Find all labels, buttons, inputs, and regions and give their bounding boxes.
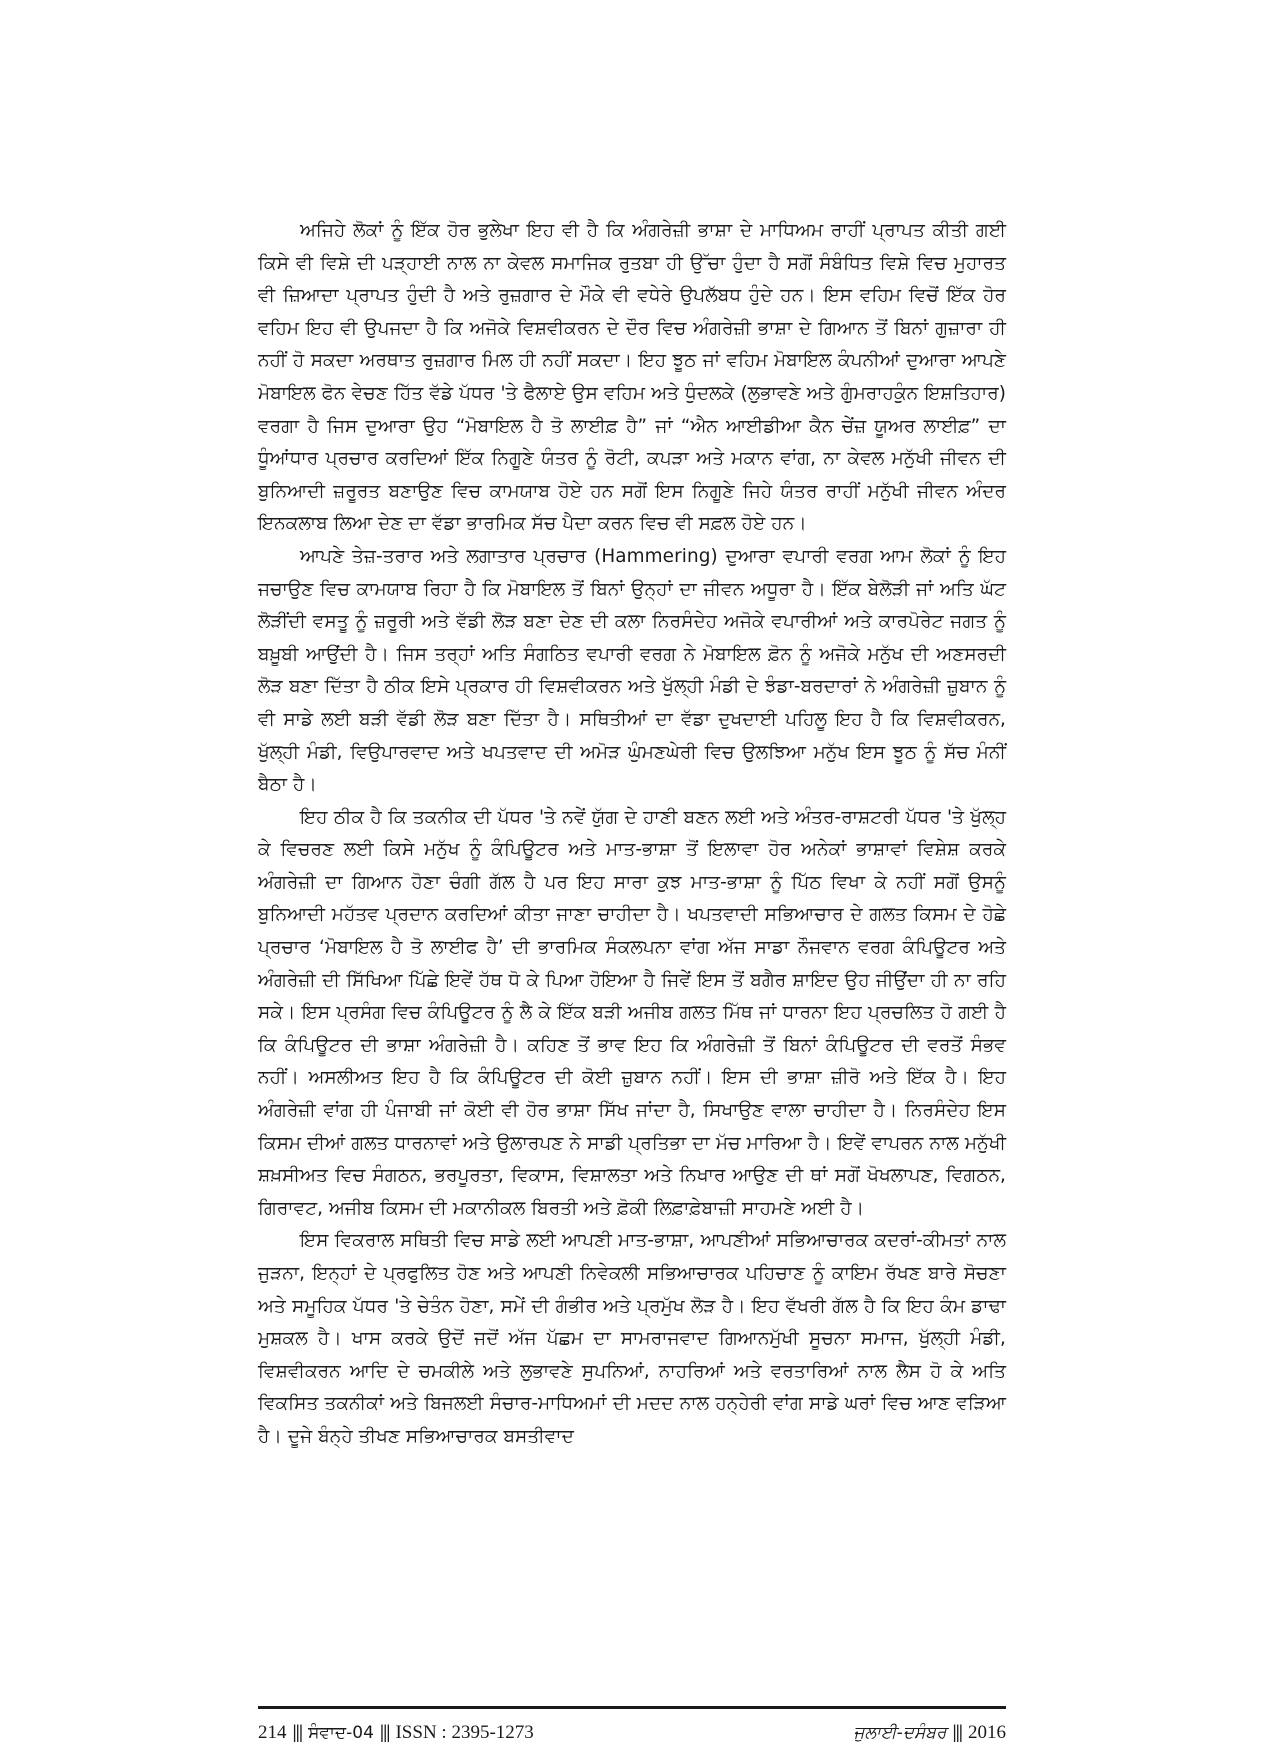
separator-1: |||	[292, 1722, 303, 1743]
issue-year: 2016	[968, 1722, 1006, 1743]
paragraph-3: ਇਹ ਠੀਕ ਹੈ ਕਿ ਤਕਨੀਕ ਦੀ ਪੱਧਰ 'ਤੇ ਨਵੇਂ ਯੁੱਗ ਦੇ ਹਾਣੀ ਬਣਨ ਲਈ ਅਤੇ ਅੰਤਰ-ਰਾਸ਼ਟਰੀ ਪੱਧਰ 'ਤੇ ਖੁੱਲ੍ਹ ਕੇ ਵਿਚਰਣ ਲਈ ਕਿਸੇ ਮਨੁੱਖ ਨੂੰ ਕੰਪਿਊਟਰ ਅਤੇ ਮਾਤ-ਭਾਸ਼ਾ ਤੋਂ ਇਲਾਵਾ ਹੋਰ ਅਨੇਕਾਂ ਭਾਸ਼ਾਵਾਂ ਵਿਸ਼ੇਸ਼ ਕਰਕੇ ਅੰਗਰੇਜ਼ੀ ਦਾ ਗਿਆਨ ਹੋਣਾ ਚੰਗੀ ਗੱਲ ਹੈ ਪਰ ਇਹ ਸਾਰਾ ਕੁਝ ਮਾਤ-ਭਾਸ਼ਾ ਨੂੰ ਪਿੱਠ ਵਿਖਾ ਕੇ ਨਹੀਂ ਸਗੋਂ ਉਸਨੂੰ ਬੁਨਿਆਦੀ ਮਹੱਤਵ ਪ੍ਰਦਾਨ ਕਰਦਿਆਂ ਕੀਤਾ ਜਾਣਾ ਚਾਹੀਦਾ ਹੈ। ਖਪਤਵਾਦੀ ਸਭਿਆਚਾਰ ਦੇ ਗਲਤ ਕਿਸਮ ਦੇ ਹੋਛੇ ਪ੍ਰਚਾਰ ‘ਮੋਬਾਇਲ ਹੈ ਤੋ ਲਾਈਫ ਹੈ’ ਦੀ ਭਾਰਮਿਕ ਸੰਕਲਪਨਾ ਵਾਂਗ ਅੱਜ ਸਾਡਾ ਨੌਜਵਾਨ ਵਰਗ ਕੰਪਿਊਟਰ ਅਤੇ ਅੰਗਰੇਜ਼ੀ ਦੀ ਸਿੱਖਿਆ ਪਿੱਛੇ ਇਵੇਂ ਹੱਥ ਧੋ ਕੇ ਪਿਆ ਹੋਇਆ ਹੈ ਜਿਵੇਂ ਇਸ ਤੋਂ ਬਗੈਰ ਸ਼ਾਇਦ ਉਹ ਜੀਉਂਦਾ ਹੀ ਨਾ ਰਹਿ ਸਕੇ। ਇਸ ਪ੍ਰਸੰਗ ਵਿਚ ਕੰਪਿਊਟਰ ਨੂੰ ਲੈ ਕੇ ਇੱਕ ਬੜੀ ਅਜੀਬ ਗਲਤ ਮਿੱਥ ਜਾਂ ਧਾਰਨਾ ਇਹ ਪ੍ਰਚਲਿਤ ਹੋ ਗਈ ਹੈ ਕਿ ਕੰਪਿਊਟਰ ਦੀ ਭਾਸ਼ਾ ਅੰਗਰੇਜ਼ੀ ਹੈ। ਕਹਿਣ ਤੋਂ ਭਾਵ ਇਹ ਕਿ ਅੰਗਰੇਜ਼ੀ ਤੋਂ ਬਿਨਾਂ ਕੰਪਿਊਟਰ ਦੀ ਵਰਤੋਂ ਸੰਭਵ ਨਹੀਂ। ਅਸਲੀਅਤ ਇਹ ਹੈ ਕਿ ਕੰਪਿਊਟਰ ਦੀ ਕੋਈ ਜ਼ੁਬਾਨ ਨਹੀਂ। ਇਸ ਦੀ ਭਾਸ਼ਾ ਜ਼ੀਰੋ ਅਤੇ ਇੱਕ ਹੈ। ਇਹ ਅੰਗਰੇਜ਼ੀ ਵਾਂਗ ਹੀ ਪੰਜਾਬੀ ਜਾਂ ਕੋਈ ਵੀ ਹੋਰ ਭਾਸ਼ਾ ਸਿੱਖ ਜਾਂਦਾ ਹੈ, ਸਿਖਾਉਣ ਵਾਲਾ ਚਾਹੀਦਾ ਹੈ। ਨਿਰਸੰਦੇਹ ਇਸ ਕਿਸਮ ਦੀਆਂ ਗਲਤ ਧਾਰਨਾਵਾਂ ਅਤੇ ਉਲਾਰਪਣ ਨੇ ਸਾਡੀ ਪ੍ਰਤਿਭਾ ਦਾ ਮੱਚ ਮਾਰਿਆ ਹੈ। ਇਵੇਂ ਵਾਪਰਨ ਨਾਲ ਮਨੁੱਖੀ ਸ਼ਖ਼ਸੀਅਤ ਵਿਚ ਸੰਗਠਨ, ਭਰਪੂਰਤਾ, ਵਿਕਾਸ, ਵਿਸ਼ਾਲਤਾ ਅਤੇ ਨਿਖਾਰ ਆਉਣ ਦੀ ਥਾਂ ਸਗੋਂ ਖੋਖਲਾਪਣ, ਵਿਗਠਨ, ਗਿਰਾਵਟ, ਅਜੀਬ ਕਿਸਮ ਦੀ ਮਕਾਨੀਕਲ ਬਿਰਤੀ ਅਤੇ ਫ਼ੋਕੀ ਲਿਫ਼ਾਫ਼ੇਬਾਜ਼ੀ ਸਾਹਮਣੇ ਅਈ ਹੈ।	[258, 806, 1006, 1219]
journal-name: ਸੰਵਾਦ-04	[308, 1723, 374, 1743]
separator-3: |||	[952, 1722, 962, 1743]
issn: ISSN : 2395-1273	[395, 1722, 534, 1743]
page-number: 214	[258, 1722, 287, 1743]
footer-right	[853, 1716, 1006, 1750]
separator-2: |||	[379, 1722, 390, 1743]
paragraph-4: ਇਸ ਵਿਕਰਾਲ ਸਥਿਤੀ ਵਿਚ ਸਾਡੇ ਲਈ ਆਪਣੀ ਮਾਤ-ਭਾਸ਼ਾ, ਆਪਣੀਆਂ ਸਭਿਆਚਾਰਕ ਕਦਰਾਂ-ਕੀਮਤਾਂ ਨਾਲ ਜੁੜਨਾ, ਇਨ੍ਹਾਂ ਦੇ ਪ੍ਰਫੁਲਿਤ ਹੋਣ ਅਤੇ ਆਪਣੀ ਨਿਵੇਕਲੀ ਸਭਿਆਚਾਰਕ ਪਹਿਚਾਣ ਨੂੰ ਕਾਇਮ ਰੱਖਣ ਬਾਰੇ ਸੋਚਣਾ ਅਤੇ ਸਮੂਹਿਕ ਪੱਧਰ 'ਤੇ ਚੇਤੰਨ ਹੋਣਾ, ਸਮੇਂ ਦੀ ਗੰਭੀਰ ਅਤੇ ਪ੍ਰਮੁੱਖ ਲੋੜ ਹੈ। ਇਹ ਵੱਖਰੀ ਗੱਲ ਹੈ ਕਿ ਇਹ ਕੰਮ ਡਾਢਾ ਮੁਸ਼ਕਲ ਹੈ। ਖਾਸ ਕਰਕੇ ਉਦੋਂ ਜਦੋਂ ਅੱਜ ਪੱਛਮ ਦਾ ਸਾਮਰਾਜਵਾਦ ਗਿਆਨਮੁੱਖੀ ਸੂਚਨਾ ਸਮਾਜ, ਖੁੱਲ੍ਹੀ ਮੰਡੀ, ਵਿਸ਼ਵੀਕਰਨ ਆਦਿ ਦੇ ਚਮਕੀਲੇ ਅਤੇ ਲੁਭਾਵਣੇ ਸੁਪਨਿਆਂ, ਨਾਹਰਿਆਂ ਅਤੇ ਵਰਤਾਰਿਆਂ ਨਾਲ ਲੈਸ ਹੋ ਕੇ ਅਤਿ ਵਿਕਸਿਤ ਤਕਨੀਕਾਂ ਅਤੇ ਬਿਜਲਈ ਸੰਚਾਰ-ਮਾਧਿਅਮਾਂ ਦੀ ਮਦਦ ਨਾਲ ਹਨ੍ਹੇਰੀ ਵਾਂਗ ਸਾਡੇ ਘਰਾਂ ਵਿਚ ਆਣ ਵੜਿਆ ਹੈ। ਦੂਜੇ ਬੰਨ੍ਹੇ ਤੀਖਣ ਸਭਿਆਚਾਰਕ ਬਸਤੀਵਾਦ	[258, 1230, 1006, 1447]
paragraph-1: ਅਜਿਹੇ ਲੋਕਾਂ ਨੂੰ ਇੱਕ ਹੋਰ ਭੁਲੇਖਾ ਇਹ ਵੀ ਹੈ ਕਿ ਅੰਗਰੇਜ਼ੀ ਭਾਸ਼ਾ ਦੇ ਮਾਧਿਅਮ ਰਾਹੀਂ ਪ੍ਰਾਪਤ ਕੀਤੀ ਗਈ ਕਿਸੇ ਵੀ ਵਿਸ਼ੇ ਦੀ ਪੜ੍ਹਾਈ ਨਾਲ ਨਾ ਕੇਵਲ ਸਮਾਜਿਕ ਰੁਤਬਾ ਹੀ ਉੱਚਾ ਹੁੰਦਾ ਹੈ ਸਗੋਂ ਸੰਬੰਧਿਤ ਵਿਸ਼ੇ ਵਿਚ ਮੁਹਾਰਤ ਵੀ ਜ਼ਿਆਦਾ ਪ੍ਰਾਪਤ ਹੁੰਦੀ ਹੈ ਅਤੇ ਰੁਜ਼ਗਾਰ ਦੇ ਮੌਕੇ ਵੀ ਵਧੇਰੇ ਉਪਲੱਬਧ ਹੁੰਦੇ ਹਨ। ਇਸ ਵਹਿਮ ਵਿਚੋਂ ਇੱਕ ਹੋਰ ਵਹਿਮ ਇਹ ਵੀ ਉਪਜਦਾ ਹੈ ਕਿ ਅਜੋਕੇ ਵਿਸ਼ਵੀਕਰਨ ਦੇ ਦੌਰ ਵਿਚ ਅੰਗਰੇਜ਼ੀ ਭਾਸ਼ਾ ਦੇ ਗਿਆਨ ਤੋਂ ਬਿਨਾਂ ਗੁਜ਼ਾਰਾ ਹੀ ਨਹੀਂ ਹੋ ਸਕਦਾ ਅਰਥਾਤ ਰੁਜ਼ਗਾਰ ਮਿਲ ਹੀ ਨਹੀਂ ਸਕਦਾ। ਇਹ ਝੂਠ ਜਾਂ ਵਹਿਮ ਮੋਬਾਇਲ ਕੰਪਨੀਆਂ ਦੁਆਰਾ ਆਪਣੇ ਮੋਬਾਇਲ ਫੋਨ ਵੇਚਣ ਹਿੱਤ ਵੱਡੇ ਪੱਧਰ 'ਤੇ ਫੈਲਾਏ ਉਸ ਵਹਿਮ ਅਤੇ ਧੁੰਦਲਕੇ (ਲੁਭਾਵਣੇ ਅਤੇ ਗੁੰਮਰਾਹਕੁੰਨ ਇਸ਼ਤਿਹਾਰ) ਵਰਗਾ ਹੈ ਜਿਸ ਦੁਆਰਾ ਉਹ “ਮੋਬਾਇਲ ਹੈ ਤੋ ਲਾਈਫ਼ ਹੈ” ਜਾਂ “ਐਨ ਆਈਡੀਆ ਕੈਨ ਚੇਂਜ਼ ਯੂਅਰ ਲਾਈਫ਼” ਦਾ ਧੂੰਆਂਧਾਰ ਪ੍ਰਚਾਰ ਕਰਦਿਆਂ ਇੱਕ ਨਿਗੂਣੇ ਯੰਤਰ ਨੂੰ ਰੋਟੀ, ਕਪੜਾ ਅਤੇ ਮਕਾਨ ਵਾਂਗ, ਨਾ ਕੇਵਲ ਮਨੁੱਖੀ ਜੀਵਨ ਦੀ ਬੁਨਿਆਦੀ ਜ਼ਰੂਰਤ ਬਣਾਉਣ ਵਿਚ ਕਾਮਯਾਬ ਹੋਏ ਹਨ ਸਗੋਂ ਇਸ ਨਿਗੂਣੇ ਜਿਹੇ ਯੰਤਰ ਰਾਹੀਂ ਮਨੁੱਖੀ ਜੀਵਨ ਅੰਦਰ ਇਨਕਲਾਬ ਲਿਆ ਦੇਣ ਦਾ ਵੱਡਾ ਭਾਰਮਿਕ ਸੱਚ ਪੈਦਾ ਕਰਨ ਵਿਚ ਵੀ ਸਫ਼ਲ ਹੋਏ ਹਨ।	[258, 220, 1006, 535]
footer-rule	[258, 1706, 1006, 1709]
article-body	[258, 215, 1006, 1675]
footer-left	[258, 1716, 534, 1750]
issue-period: ਜੁਲਾਈ-ਦਸੰਬਰ	[853, 1723, 947, 1743]
page-footer	[258, 1716, 1006, 1750]
paragraph-2: ਆਪਣੇ ਤੇਜ਼-ਤਰਾਰ ਅਤੇ ਲਗਾਤਾਰ ਪ੍ਰਚਾਰ (Hammering) ਦੁਆਰਾ ਵਪਾਰੀ ਵਰਗ ਆਮ ਲੋਕਾਂ ਨੂੰ ਇਹ ਜਚਾਉਣ ਵਿਚ ਕਾਮਯਾਬ ਰਿਹਾ ਹੈ ਕਿ ਮੋਬਾਇਲ ਤੋਂ ਬਿਨਾਂ ਉਨ੍ਹਾਂ ਦਾ ਜੀਵਨ ਅਧੂਰਾ ਹੈ। ਇੱਕ ਬੇਲੋੜੀ ਜਾਂ ਅਤਿ ਘੱਟ ਲੋੜੀਂਦੀ ਵਸਤੂ ਨੂੰ ਜ਼ਰੂਰੀ ਅਤੇ ਵੱਡੀ ਲੋੜ ਬਣਾ ਦੇਣ ਦੀ ਕਲਾ ਨਿਰਸੰਦੇਹ ਅਜੋਕੇ ਵਪਾਰੀਆਂ ਅਤੇ ਕਾਰਪੋਰੇਟ ਜਗਤ ਨੂੰ ਬਖ਼ੂਬੀ ਆਉਂਦੀ ਹੈ। ਜਿਸ ਤਰ੍ਹਾਂ ਅਤਿ ਸੰਗਠਿਤ ਵਪਾਰੀ ਵਰਗ ਨੇ ਮੋਬਾਇਲ ਫ਼ੋਨ ਨੂੰ ਅਜੋਕੇ ਮਨੁੱਖ ਦੀ ਅਣਸਰਦੀ ਲੋੜ ਬਣਾ ਦਿੱਤਾ ਹੈ ਠੀਕ ਇਸੇ ਪ੍ਰਕਾਰ ਹੀ ਵਿਸ਼ਵੀਕਰਨ ਅਤੇ ਖੁੱਲ੍ਹੀ ਮੰਡੀ ਦੇ ਝੰਡਾ-ਬਰਦਾਰਾਂ ਨੇ ਅੰਗਰੇਜ਼ੀ ਜ਼ੁਬਾਨ ਨੂੰ ਵੀ ਸਾਡੇ ਲਈ ਬੜੀ ਵੱਡੀ ਲੋੜ ਬਣਾ ਦਿੱਤਾ ਹੈ। ਸਥਿਤੀਆਂ ਦਾ ਵੱਡਾ ਦੁਖਦਾਈ ਪਹਿਲੂ ਇਹ ਹੈ ਕਿ ਵਿਸ਼ਵੀਕਰਨ, ਖੁੱਲ੍ਹੀ ਮੰਡੀ, ਵਿਉਪਾਰਵਾਦ ਅਤੇ ਖਪਤਵਾਦ ਦੀ ਅਮੋੜ ਘੁੰਮਣਘੇਰੀ ਵਿਚ ਉਲਝਿਆ ਮਨੁੱਖ ਇਸ ਝੂਠ ਨੂੰ ਸੱਚ ਮੰਨੀਂ ਬੈਠਾ ਹੈ।	[258, 545, 1006, 796]
